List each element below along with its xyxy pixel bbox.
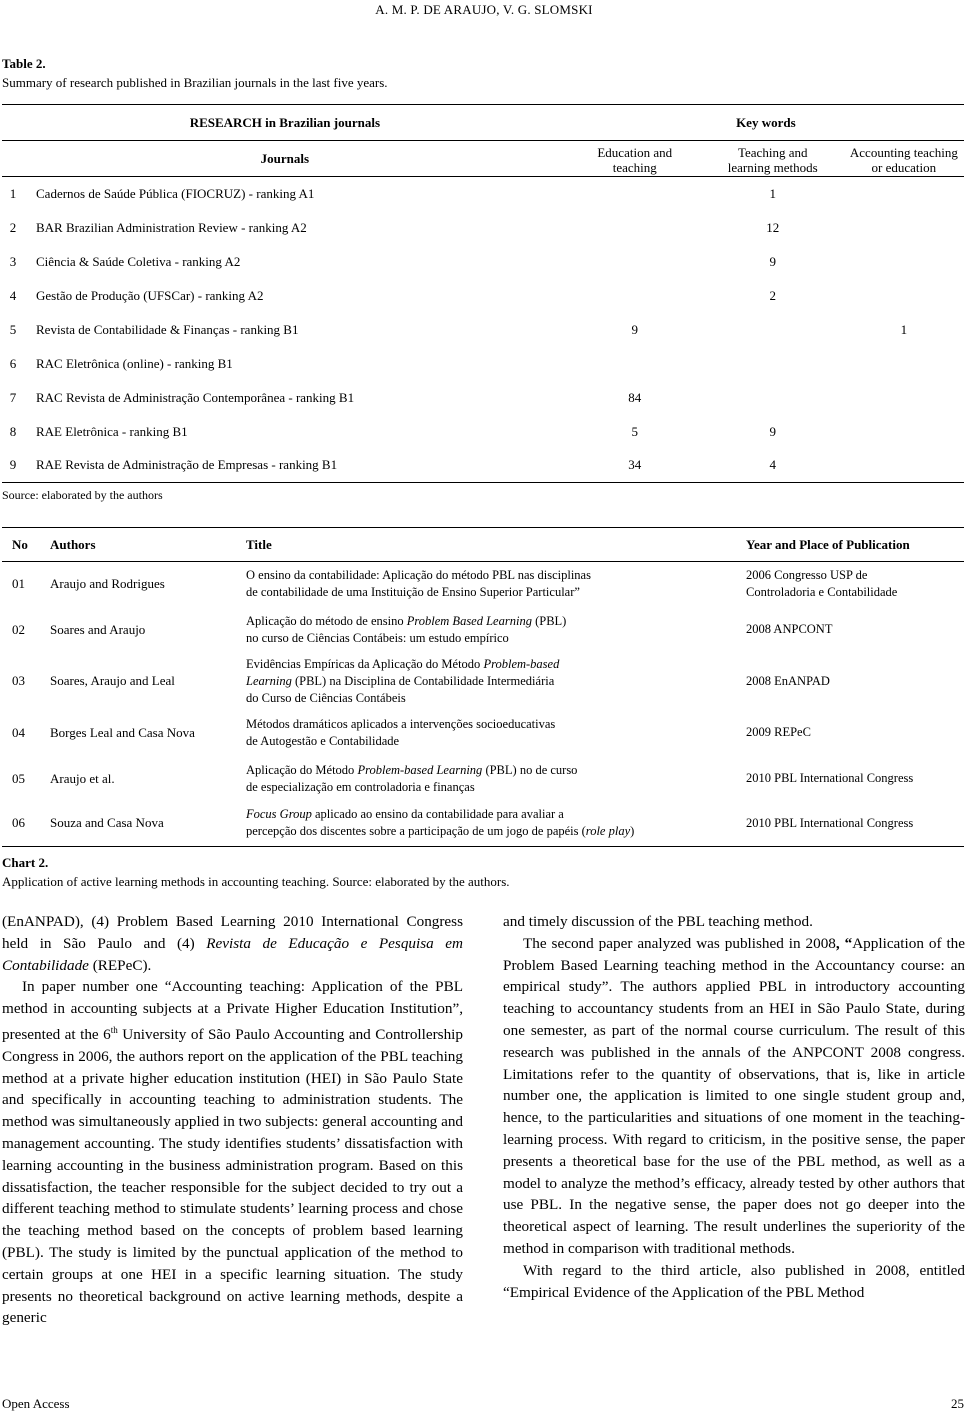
row-year: 2008 EnANPAD — [746, 673, 830, 688]
row-kw-accounting — [844, 381, 964, 415]
row-year: 2008 ANPCONT — [746, 622, 833, 636]
body-right-column — [503, 911, 965, 1303]
col-header-no: No — [12, 536, 28, 552]
row-no: 05 — [12, 770, 25, 786]
table-row — [2, 381, 964, 415]
row-journal: RAC Eletrônica (online) - ranking B1 — [36, 355, 233, 371]
row-title: Evidências Empíricas da Aplicação do Método Problem-based Learning (PBL) na Disciplina de Contabilidade Intermediária do Curso de Ciências Contábeis — [246, 656, 560, 705]
col-header-authors: Authors — [50, 536, 96, 552]
row-no: 02 — [12, 621, 25, 637]
table2-kw-col1: Education and teaching — [597, 144, 673, 175]
row-kw-education: 5 — [631, 423, 638, 439]
row-kw-education — [568, 177, 702, 211]
table-row — [2, 177, 964, 211]
paragraph: (EnANPAD), (4) Problem Based Learning 2010 International Congress held in São Paulo and (4) Revista de Educação e Pesquisa em Contabilidade (REPeC). — [2, 913, 463, 974]
paragraph: In paper number one “Accounting teaching: Application of the PBL method in accounting subjects at a Private Higher Education Institution”, presented at the 6th University of São Paulo Accounting and Controllership Congress in 2006, the authors report on the application of the PBL teaching method at a private higher education institution (HEI) in São Paulo State and specifically in accounting teaching to administration students. The method was simultaneously applied in two subjects: general accounting and management accounting. The study identifies students’ dissatisfaction with learning accounting in the business administration program. Based on this dissatisfaction, the teacher responsible for the subject decided to try out a different teaching method to stimulate students’ learning process and chose the teaching method based on the concepts of problem based learning (PBL). The study is limited by the punctual application of the method to certain groups at one HEI in a specific learning situation. The study presents no theoretical background on active learning methods, despite a generic — [2, 978, 464, 1327]
chart2-caption: Application of active learning methods in accounting teaching. Source: elaborated by the authors. — [2, 874, 510, 889]
row-number: 8 — [9, 423, 17, 439]
row-title: Aplicação do método de ensino Problem Based Learning (PBL) no curso de Ciências Contábeis: um estudo empírico — [246, 613, 567, 645]
table-row — [2, 415, 964, 449]
row-journal: RAE Revista de Administração de Empresas - ranking B1 — [36, 457, 338, 473]
chart2-table — [2, 527, 964, 847]
row-kw-methods: 12 — [766, 219, 780, 235]
row-kw-education — [568, 347, 702, 381]
table-row — [2, 279, 964, 313]
row-authors: Borges Leal and Casa Nova — [50, 724, 195, 740]
row-kw-methods: 9 — [769, 423, 776, 439]
row-kw-accounting — [844, 245, 964, 279]
table-row — [2, 801, 964, 847]
table-row — [2, 709, 964, 757]
row-journal: BAR Brazilian Administration Review - ranking A2 — [36, 219, 307, 235]
table-row — [2, 562, 964, 606]
row-number: 5 — [9, 321, 17, 337]
table2-label: Table 2. — [2, 56, 46, 71]
row-number: 3 — [9, 253, 17, 269]
footer-open-access: Open Access — [2, 1396, 70, 1411]
row-no: 03 — [12, 673, 25, 688]
row-kw-methods — [702, 313, 844, 347]
table2-kw-col2: Teaching and learning methods — [727, 144, 818, 175]
row-kw-accounting — [844, 347, 964, 381]
running-header: A. M. P. DE ARAUJO, V. G. SLOMSKI — [375, 2, 593, 17]
row-number: 9 — [9, 457, 17, 473]
row-number: 4 — [9, 287, 17, 303]
table-row — [2, 245, 964, 279]
row-kw-methods: 1 — [769, 185, 776, 201]
table2-journals-header: Journals — [260, 150, 310, 166]
row-kw-education: 9 — [631, 321, 638, 337]
row-kw-education: 34 — [628, 457, 642, 473]
row-kw-accounting — [844, 211, 964, 245]
table2-group-header-left: RESEARCH in Brazilian journals — [189, 114, 381, 130]
table-row — [2, 347, 964, 381]
table2-source: Source: elaborated by the authors — [2, 488, 163, 502]
row-authors: Souza and Casa Nova — [50, 815, 164, 831]
row-year: 2009 REPeC — [746, 725, 811, 739]
row-kw-education — [568, 245, 702, 279]
row-number: 6 — [9, 355, 17, 371]
row-number: 7 — [9, 389, 17, 405]
row-authors: Soares, Araujo and Leal — [50, 673, 175, 688]
body-left-column — [2, 911, 463, 1329]
paragraph: With regard to the third article, also published in 2008, entitled “Empirical Evidence of the Application of the PBL Method — [503, 1261, 965, 1301]
row-title: Aplicação do Método Problem-based Learning (PBL) no de curso de especialização em controladoria e finanças — [246, 762, 578, 794]
table-row — [2, 606, 964, 654]
table-row — [2, 313, 964, 347]
page-number: 25 — [951, 1396, 964, 1411]
table-row — [2, 211, 964, 245]
row-authors: Soares and Araujo — [50, 621, 146, 637]
row-kw-methods: 4 — [769, 457, 776, 473]
row-year: 2006 Congresso USP de Controladoria e Contabilidade — [746, 567, 898, 599]
table-row — [2, 757, 964, 801]
row-kw-methods — [702, 381, 844, 415]
row-journal: RAE Eletrônica - ranking B1 — [36, 423, 188, 439]
row-kw-accounting — [844, 279, 964, 313]
row-year: 2010 PBL International Congress — [746, 771, 914, 785]
row-kw-accounting — [844, 449, 964, 483]
table-row — [2, 654, 964, 709]
row-kw-accounting — [844, 177, 964, 211]
row-journal: Gestão de Produção (UFSCar) - ranking A2 — [36, 287, 264, 303]
row-kw-education: 84 — [628, 389, 642, 405]
row-kw-methods: 9 — [769, 253, 776, 269]
row-title: Focus Group aplicado ao ensino da contabilidade para avaliar a percepção dos discentes sobre a participação de um jogo de papéis (role play) — [246, 807, 635, 839]
table2 — [2, 104, 964, 483]
row-kw-methods — [702, 347, 844, 381]
row-journal: Cadernos de Saúde Pública (FIOCRUZ) - ranking A1 — [36, 185, 315, 201]
chart2-label: Chart 2. — [2, 855, 49, 870]
row-title: Métodos dramáticos aplicados a intervenções socioeducativas de Autogestão e Contabilidade — [246, 716, 556, 748]
row-journal: Revista de Contabilidade & Finanças - ranking B1 — [36, 321, 299, 337]
row-authors: Araujo and Rodrigues — [50, 575, 165, 591]
row-kw-education — [568, 279, 702, 313]
row-no: 01 — [12, 575, 25, 591]
row-journal: Ciência & Saúde Coletiva - ranking A2 — [36, 253, 241, 269]
row-year: 2010 PBL International Congress — [746, 815, 914, 830]
table2-kw-col3: Accounting teaching or education — [849, 144, 958, 175]
paragraph: and timely discussion of the PBL teaching method. — [503, 913, 813, 930]
table-row — [2, 449, 964, 483]
row-kw-education — [568, 211, 702, 245]
row-number: 2 — [9, 219, 17, 235]
row-title: O ensino da contabilidade: Aplicação do método PBL nas disciplinas de contabilidade de uma Instituição de Ensino Superior Particular” — [246, 567, 591, 599]
paragraph: The second paper analyzed was published in 2008, “Application of the Problem Based Learning teaching method in the Accountancy course: an empirical study”. The authors applied PBL in introductory accounting teaching to accountancy students from an HEI in São Paulo State, during one semester, as part of the normal course curriculum. The result of this research was published in the annals of the ANPCONT 2008 congress. Limitations refer to the quantity of observations, that is, like in article number one, the application is limited to one single student group and, hence, to the particularities and situations of one moment in the teaching-learning process. With regard to criticism, in the positive sense, the paper presents a theoretical base for the use of the PBL method, as well as a model to analyze the method’s efficacy, already tested by other authors that use PBL. In the negative sense, the paper does not go deeper into the theoretical aspect of learning. The result underlines the superiority of the method in comparison with traditional methods. — [503, 934, 965, 1257]
table2-group-header-right: Key words — [736, 114, 796, 130]
row-no: 06 — [12, 815, 25, 831]
table2-caption: Summary of research published in Brazilian journals in the last five years. — [2, 75, 388, 90]
row-number: 1 — [9, 185, 17, 201]
col-header-year: Year and Place of Publication — [746, 536, 910, 552]
row-no: 04 — [12, 724, 25, 740]
row-journal: RAC Revista de Administração Contemporânea - ranking B1 — [36, 389, 355, 405]
row-authors: Araujo et al. — [50, 770, 115, 786]
row-kw-methods: 2 — [769, 287, 776, 303]
row-kw-accounting — [844, 415, 964, 449]
col-header-title: Title — [246, 536, 272, 552]
row-kw-accounting: 1 — [900, 321, 908, 337]
